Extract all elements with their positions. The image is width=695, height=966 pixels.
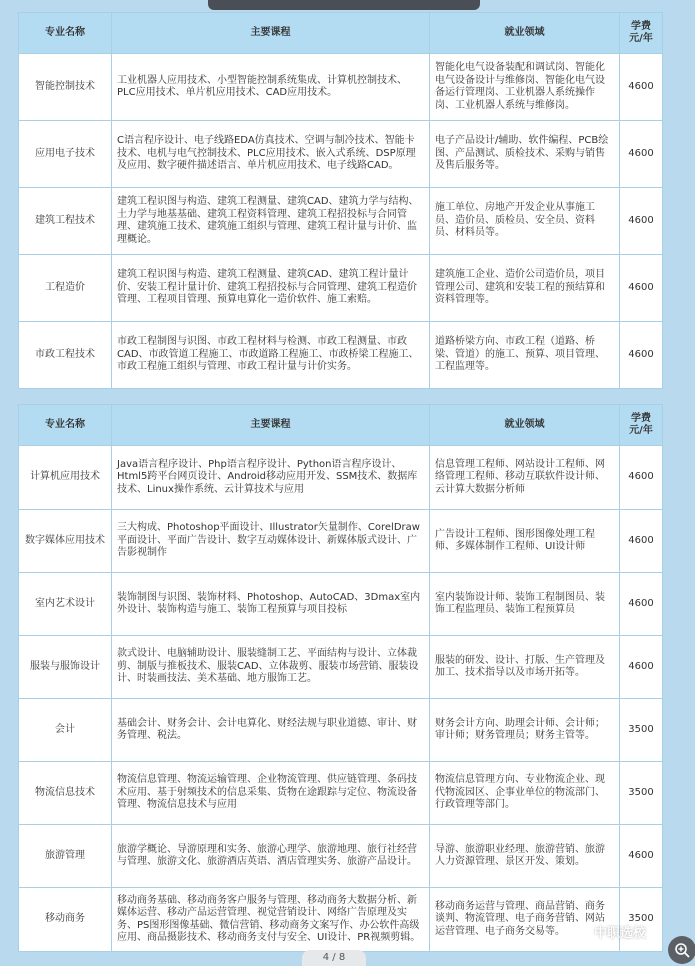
major-cell: 工程造价 [19,255,112,322]
majors-table-2 [18,404,663,952]
wechat-icon [570,923,590,939]
fee-cell: 4600 [620,255,663,322]
header-fee-line1: 学费 [631,20,651,32]
table-row [19,636,663,699]
major-cell: 会计 [19,699,112,762]
courses-cell: 三大构成、Photoshop平面设计、Illustrator矢量制作、CorelDraw平面设计、平面广告设计、数字互动媒体设计、新媒体版式设计、广告影视制作 [112,510,430,573]
fee-cell: 4600 [620,121,663,188]
major-cell: 旅游管理 [19,825,112,888]
major-cell: 市政工程技术 [19,322,112,389]
courses-cell: Java语言程序设计、Php语言程序设计、Python语言程序设计、Html5跨平台网页设计、Android移动应用开发、SSM技术、数据库技术、Linux操作系统、云计算技术与应用 [112,446,430,510]
careers-cell: 信息管理工程师、网站设计工程师、网络管理工程师、移动互联软件设计师、云计算大数据分析师 [430,446,620,510]
careers-cell: 移动商务运营与管理、商品营销、商务谈判、物流管理、电子商务营销、网站运营管理、电子商务交易等。 [430,888,620,952]
table-row [19,255,663,322]
table-row [19,446,663,510]
magnifier-plus-icon [674,942,690,958]
viewer-top-tab [208,0,480,10]
courses-cell: 旅游学概论、导游原理和实务、旅游心理学、旅游地理、旅行社经营与管理、旅游文化、旅游酒店英语、酒店管理实务、旅游产品设计。 [112,825,430,888]
courses-cell: 市政工程制图与识图、市政工程材料与检测、市政工程测量、市政CAD、市政管道工程施工、市政道路工程施工、市政桥梁工程施工、市政工程施工组织与管理、市政工程计量与计价实务。 [112,322,430,389]
fee-cell: 4600 [620,636,663,699]
header-fee [620,405,663,446]
careers-cell: 智能化电气设备装配和调试岗、智能化电气设备设计与维修岗、智能化电气设备运行管理岗、工业机器人系统操作岗、工业机器人系统与维修岗。 [430,54,620,121]
fee-cell: 4600 [620,825,663,888]
table-row [19,54,663,121]
major-cell: 室内艺术设计 [19,573,112,636]
major-cell: 建筑工程技术 [19,188,112,255]
header-courses: 主要课程 [112,13,430,54]
careers-cell: 服装的研发、设计、打版、生产管理及加工、技术指导以及市场开拓等。 [430,636,620,699]
watermark [570,920,646,942]
careers-cell: 道路桥梁方向、市政工程（道路、桥梁、管道）的施工、预算、项目管理、工程监理等。 [430,322,620,389]
header-fee-line2: 元/年 [629,425,653,436]
major-cell: 智能控制技术 [19,54,112,121]
page-indicator: 4 / 8 [302,950,366,966]
major-cell: 数字媒体应用技术 [19,510,112,573]
table-header-row [19,405,663,446]
fee-cell: 4600 [620,510,663,573]
courses-cell: 工业机器人应用技术、小型智能控制系统集成、计算机控制技术、PLC应用技术、单片机应用技术、CAD应用技术。 [112,54,430,121]
fee-cell: 4600 [620,322,663,389]
courses-cell: 移动商务基础、移动商务客户服务与管理、移动商务大数据分析、新媒体运营、移动产品运营管理、视觉营销设计、网络广告原理及实务、PS图形图像基础、微信营销、移动商务文案写作、办公软件高级应用、商品摄影技术、移动商务支付与安全、UI设计、PR视频剪辑。 [112,888,430,952]
fee-cell: 4600 [620,188,663,255]
major-cell: 物流信息技术 [19,762,112,825]
table-row [19,121,663,188]
table-row [19,888,663,952]
careers-cell: 电子产品设计/辅助、软件编程、PCB绘图、产品测试、质检技术、采购与销售及售后服务等。 [430,121,620,188]
header-fee-line2: 元/年 [629,33,653,44]
courses-cell: 建筑工程识图与构造、建筑工程测量、建筑CAD、建筑力学与结构、土力学与地基基础、建筑工程资料管理、建筑工程招投标与合同管理、建筑施工技术、建筑施工组织与管理、建筑工程计量与计价、监理概论。 [112,188,430,255]
fee-cell: 4600 [620,54,663,121]
header-fee [620,13,663,54]
careers-cell: 广告设计工程师、图形图像处理工程师、多媒体制作工程师、UI设计师 [430,510,620,573]
major-cell: 计算机应用技术 [19,446,112,510]
table-row [19,699,663,762]
careers-cell: 建筑施工企业、造价公司造价员，项目管理公司、建筑和安装工程的预结算和资料管理等。 [430,255,620,322]
courses-cell: 建筑工程识图与构造、建筑工程测量、建筑CAD、建筑工程计量计价、安装工程计量计价、建筑工程招投标与合同管理、建筑工程造价管理、工程项目管理、预算电算化一造价软件、施工索赔。 [112,255,430,322]
major-cell: 服装与服饰设计 [19,636,112,699]
table-row [19,188,663,255]
table-row [19,825,663,888]
header-careers: 就业领域 [430,13,620,54]
courses-cell: 装饰制图与识图、装饰材料、Photoshop、AutoCAD、3Dmax室内外设计、装饰构造与施工、装饰工程预算与项目投标 [112,573,430,636]
courses-cell: 基础会计、财务会计、会计电算化、财经法规与职业道德、审计、财务管理、税法。 [112,699,430,762]
courses-cell: C语言程序设计、电子线路EDA仿真技术、空调与制冷技术、智能卡技术、电机与电气控制技术、PLC应用技术、嵌入式系统、DSP原理及应用、数字硬件描述语言、单片机应用技术、电子线路CAD。 [112,121,430,188]
table-row [19,762,663,825]
courses-cell: 款式设计、电脑辅助设计、服装缝制工艺、平面结构与设计、立体裁剪、制版与推板技术、服装CAD、立体裁剪、服装市场营销、服装设计、时装画技法、美术基础、地方服饰工艺。 [112,636,430,699]
major-cell: 应用电子技术 [19,121,112,188]
table-header-row [19,13,663,54]
fee-cell: 3500 [620,699,663,762]
zoom-button[interactable] [668,936,695,964]
major-cell: 移动商务 [19,888,112,952]
careers-cell: 施工单位、房地产开发企业从事施工员、造价员、质检员、安全员、资料员、材料员等。 [430,188,620,255]
fee-cell: 3500 [620,888,663,952]
table-row [19,322,663,389]
watermark-text: 中职选校 [594,925,647,941]
table-row [19,510,663,573]
careers-cell: 导游、旅游职业经理、旅游营销、旅游人力资源管理、景区开发、策划。 [430,825,620,888]
majors-table-1 [18,12,663,389]
header-major: 专业名称 [19,405,112,446]
careers-cell: 室内装饰设计师、装饰工程制图员、装饰工程监理员、装饰工程预算员 [430,573,620,636]
courses-cell: 物流信息管理、物流运输管理、企业物流管理、供应链管理、条码技术应用、基于射频技术的信息采集、货物在途跟踪与定位、物流设备管理、物流信息技术与应用 [112,762,430,825]
careers-cell: 物流信息管理方向、专业物流企业、现代物流园区、企事业单位的物流部门、行政管理等部门。 [430,762,620,825]
header-courses: 主要课程 [112,405,430,446]
fee-cell: 4600 [620,446,663,510]
fee-cell: 3500 [620,762,663,825]
careers-cell: 财务会计方向、助理会计师、会计师；审计师；财务管理员；财务主管等。 [430,699,620,762]
header-fee-line1: 学费 [631,412,651,424]
table-row [19,573,663,636]
header-major: 专业名称 [19,13,112,54]
header-careers: 就业领域 [430,405,620,446]
fee-cell: 4600 [620,573,663,636]
